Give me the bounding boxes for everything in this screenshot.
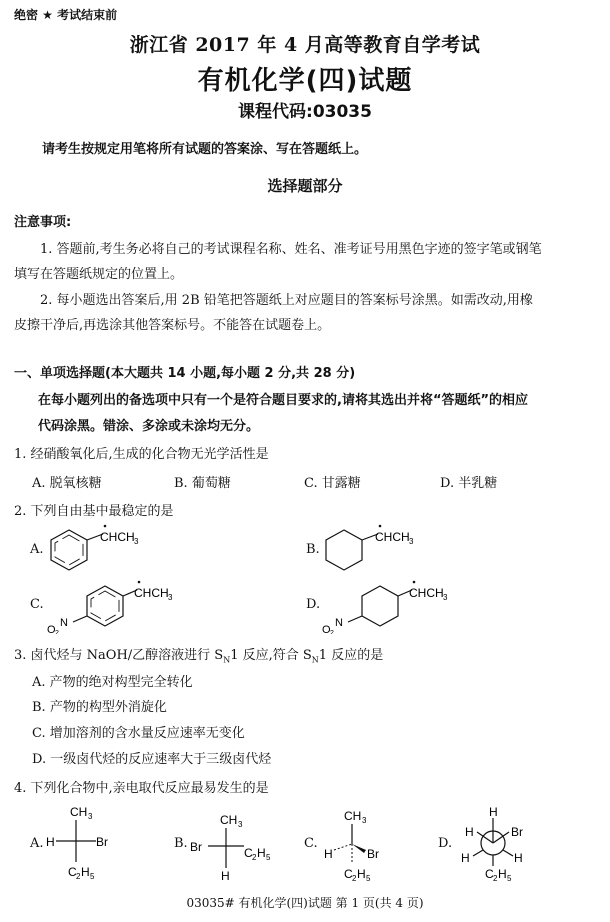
svg-text:CHCH: CHCH (134, 586, 169, 600)
q1-option-b: B. 葡萄糖 (174, 476, 231, 491)
q4-option-d-label: D. (438, 836, 453, 851)
q4-structure-d (455, 806, 545, 884)
svg-text:3: 3 (409, 537, 414, 546)
svg-text:H: H (498, 867, 507, 881)
svg-text:5: 5 (366, 874, 371, 883)
svg-text:N: N (335, 617, 343, 629)
note-2-line-2: 皮擦干净后,再选涂其他答案标号。不能答在试题卷上。 (14, 318, 331, 333)
svg-text:CH: CH (70, 805, 88, 819)
paper-title: 有机化学(四)试题 (197, 66, 413, 96)
svg-text:C: C (344, 867, 353, 881)
svg-text:H: H (46, 835, 55, 849)
svg-text:H: H (461, 851, 470, 865)
svg-text:3: 3 (168, 593, 173, 602)
q2-structure-b (320, 520, 460, 575)
q2-structure-a (45, 520, 175, 575)
q3-option-c: C. 增加溶剂的含水量反应速率无变化 (32, 726, 245, 741)
svg-text:Br: Br (511, 825, 523, 839)
svg-text:5: 5 (507, 874, 512, 883)
notes-heading: 注意事项: (14, 215, 72, 230)
q1-option-a: A. 脱氧核糖 (32, 476, 102, 491)
svg-text:CH: CH (344, 809, 362, 823)
exam-title: 浙江省 2017 年 4 月高等教育自学考试 (129, 34, 481, 56)
note-2-line-1: 2. 每小题选出答案后,用 2B 铅笔把答题纸上对应题目的答案标号涂黑。如需改动,用橡 (40, 293, 533, 308)
q4-option-b-label: B. (174, 836, 188, 851)
course-code: 课程代码:03035 (238, 102, 372, 122)
page-footer: 03035# 有机化学(四)试题 第 1 页(共 4 页) (186, 896, 424, 910)
q2-option-d-label: D. (306, 597, 321, 612)
q2-stem: 2. 下列自由基中最稳定的是 (14, 504, 174, 519)
svg-text:H: H (257, 846, 266, 860)
svg-text:2: 2 (330, 630, 334, 634)
confidential-label: 绝密 ★ 考试结束前 (14, 8, 118, 22)
svg-text:H: H (489, 806, 498, 819)
svg-text:O: O (47, 624, 56, 634)
svg-text:Br: Br (190, 840, 202, 854)
q2-option-c-label: C. (30, 597, 44, 612)
svg-text:CH: CH (220, 813, 238, 827)
svg-text:2: 2 (352, 874, 357, 883)
svg-text:N: N (60, 617, 68, 629)
q1-option-d: D. 半乳糖 (440, 476, 498, 491)
svg-text:5: 5 (266, 853, 271, 862)
svg-text:2: 2 (493, 874, 498, 883)
svg-text:3: 3 (88, 812, 93, 821)
svg-text:H: H (514, 851, 523, 865)
q2-option-a-label: A. (30, 542, 44, 557)
part1-desc-line-1: 在每小题列出的备选项中只有一个是符合题目要求的,请将其选出并将“答题纸”的相应 (38, 393, 529, 408)
svg-text:C: C (68, 865, 77, 879)
svg-text:CHCH: CHCH (375, 530, 410, 544)
general-instruction: 请考生按规定用笔将所有试题的答案涂、写在答题纸上。 (42, 142, 368, 157)
svg-text:CHCH: CHCH (409, 586, 444, 600)
svg-text:H: H (324, 847, 333, 861)
svg-text:5: 5 (90, 872, 95, 881)
q4-structure-c (322, 806, 412, 884)
q2-structure-c (45, 576, 185, 634)
q4-structure-b (190, 808, 280, 886)
part1-desc-line-2: 代码涂黑。错涂、多涂或未涂均无分。 (38, 419, 260, 434)
q2-option-b-label: B. (306, 542, 320, 557)
q3-option-b: B. 产物的构型外消旋化 (32, 700, 167, 715)
svg-text:H: H (465, 825, 474, 839)
svg-text:3: 3 (443, 593, 448, 602)
svg-text:3: 3 (362, 816, 367, 825)
q4-structure-a (46, 800, 126, 885)
svg-text:H: H (221, 869, 230, 883)
note-1-line-1: 1. 答题前,考生务必将自己的考试课程名称、姓名、准考证号用黑色字迹的签字笔或钢笔 (40, 242, 542, 257)
q4-option-a-label: A. (30, 836, 44, 851)
svg-text:2: 2 (76, 872, 81, 881)
svg-text:H: H (357, 867, 366, 881)
q4-option-c-label: C. (304, 836, 318, 851)
q3-option-d: D. 一级卤代烃的反应速率大于三级卤代烃 (32, 752, 272, 767)
radical-group-text: CHCH (100, 530, 135, 544)
svg-text:Br: Br (367, 847, 379, 861)
svg-text:C: C (485, 867, 494, 881)
q1-stem: 1. 经硝酸氧化后,生成的化合物无光学活性是 (14, 447, 269, 462)
svg-text:H: H (81, 865, 90, 879)
svg-text:C: C (244, 846, 253, 860)
svg-text:3: 3 (238, 820, 243, 829)
q4-stem: 4. 下列化合物中,亲电取代反应最易发生的是 (14, 781, 269, 796)
q3-option-a: A. 产物的绝对构型完全转化 (32, 675, 193, 690)
svg-text:O: O (322, 624, 331, 634)
part1-heading: 一、单项选择题(本大题共 14 小题,每小题 2 分,共 28 分) (14, 366, 356, 381)
section-title: 选择题部分 (267, 177, 343, 195)
svg-text:Br: Br (96, 835, 108, 849)
q1-option-c: C. 甘露糖 (304, 476, 361, 491)
svg-text:3: 3 (134, 537, 139, 546)
note-1-line-2: 填写在答题纸规定的位置上。 (14, 267, 184, 282)
svg-text:2: 2 (55, 630, 59, 634)
svg-text:2: 2 (252, 853, 257, 862)
q3-stem: 3. 卤代烃与 NaOH/乙醇溶液进行 $S_N1$ 反应,符合 $S_N1$ 反应的是 (14, 648, 384, 665)
q2-structure-d (320, 576, 470, 634)
